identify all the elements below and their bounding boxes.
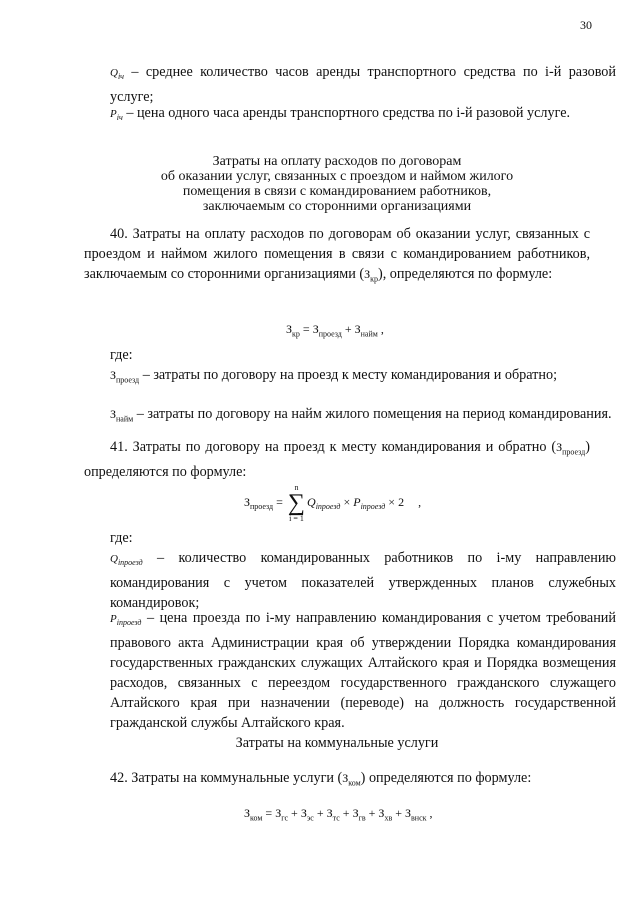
- definition-pproezd: $P_{iпроезд}$ – цена проезда по i-му направлению командирования с учетом требований правового акта Администрации края об утверждении Порядка командирования государственных гражданских служащих Алтайского края и Порядка возмещения расходов, связанных с переездом государственного гражданского служащего Алтайского края при назначении (переводе) на должность государственной гражданской службы Алтайского края.: [110, 610, 616, 732]
- paragraph-42: 42. Затраты на коммунальные услуги $(З_{ком})$ определяются по формуле:: [110, 770, 532, 788]
- heading-line: Затраты на оплату расходов по договорам: [212, 154, 462, 169]
- symbol: $З_{найм}$: [110, 407, 134, 424]
- definition-text: – среднее количество часов аренды транспортного средства по i-й разовой услуге;: [110, 64, 616, 106]
- symbol: $Q_{iпроезд}$: [110, 553, 143, 568]
- paragraph-40: 40. Затраты на оплату расходов по договорам об оказании услуг, связанных с проездом и наймом жилого помещения в связи с командированием работников, заключаемым со сторонними организациями $(З_{кр})$, определяются по формуле:: [84, 226, 590, 284]
- heading-line: об оказании услуг, связанных с проездом и наймом жилого: [160, 169, 514, 184]
- symbol: $P_{iч}$: [110, 108, 123, 123]
- formula-40: $З_{кр} = З_{проезд} + З_{найм}$ ,: [286, 322, 384, 339]
- symbol: $Q_{iч}$: [110, 67, 124, 82]
- heading-line: заключаемым со сторонними организациями: [202, 199, 472, 214]
- definition-qproezd: $Q_{iпроезд}$ – количество командированных работников по i-му направлению командирования с учетом показателей утвержденных планов служебных командировок;: [110, 550, 617, 612]
- section-heading-travel: [84, 154, 590, 214]
- where-label-2: где:: [110, 530, 133, 546]
- page-number: 30: [580, 18, 592, 32]
- paragraph-41: 41. Затраты по договору на проезд к месту командирования и обратно $(З_{проезд})$ определяются по формуле:: [84, 439, 590, 481]
- symbol: $З_{проезд}$: [556, 440, 586, 457]
- definition-proezd: $З_{проезд}$ – затраты по договору на проезд к месту командирования и обратно;: [110, 367, 558, 385]
- symbol: $P_{iпроезд}$: [110, 613, 142, 628]
- definition-naim: $З_{найм}$ – затраты по договору на найм жилого помещения на период командирования.: [110, 406, 612, 424]
- formula-42: $З_{ком} = З_{гс} + З_{эс} + З_{тс} + З_{гв} + З_{хв} + З_{внск}$ ,: [244, 806, 433, 823]
- symbol: $З_{кр}$: [364, 267, 378, 284]
- section-heading-utilities: Затраты на коммунальные услуги: [235, 735, 439, 751]
- heading-line: помещения в связи с командированием работников,: [182, 184, 492, 199]
- where-label-1: где:: [110, 347, 133, 363]
- definition-text: – цена одного часа аренды транспортного средства по i-й разовой услуге.: [126, 105, 571, 121]
- formula-41: $З_{проезд}$ = n ∑ i = 1 $Q_{iпроезд} \times P_{iпроезд} \times 2$ ,: [244, 483, 422, 523]
- sum-operator: n ∑ i = 1: [287, 483, 306, 523]
- definition-q: [84, 62, 616, 107]
- symbol: $З_{проезд}$: [110, 368, 140, 385]
- definition-p: [84, 103, 616, 128]
- symbol: $З_{ком}$: [342, 771, 361, 788]
